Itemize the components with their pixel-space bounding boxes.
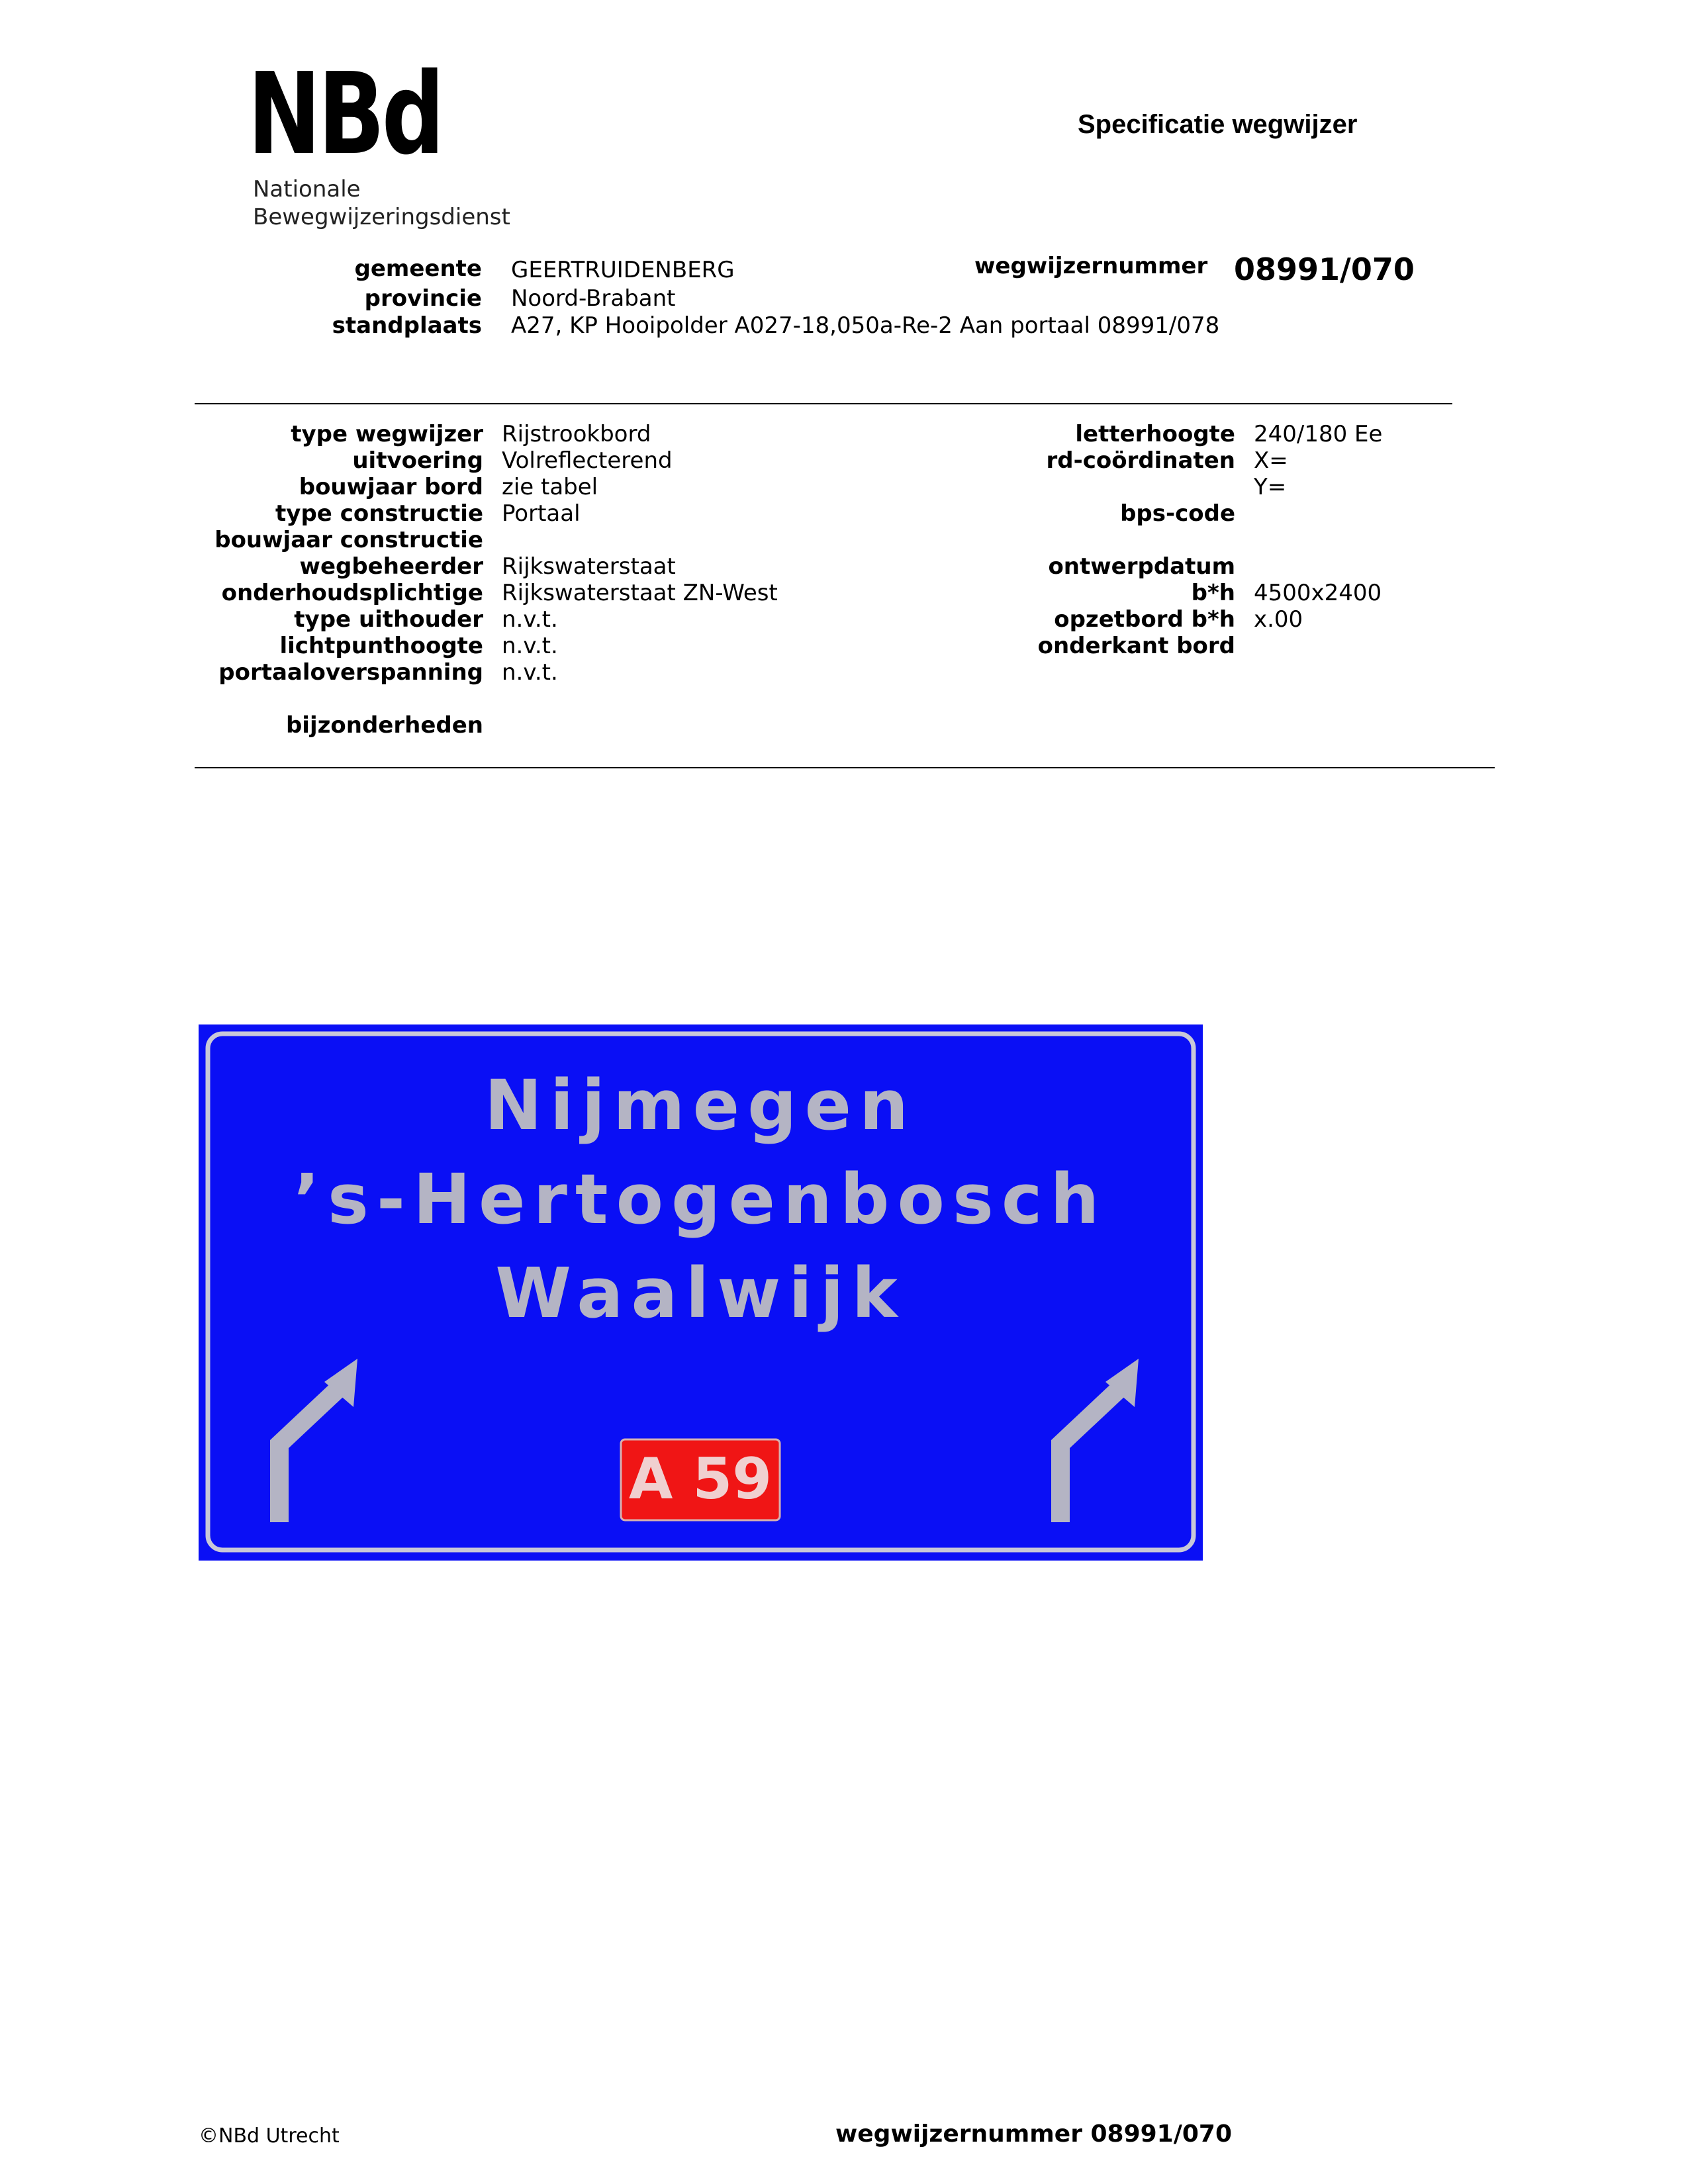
destination-hertogenbosch: ’s-Hertogenbosch bbox=[293, 1159, 1107, 1240]
field-value: Y= bbox=[1254, 474, 1287, 500]
wegwijzernummer-value: 08991/070 bbox=[1234, 251, 1415, 287]
provincie-label: provincie bbox=[364, 285, 482, 312]
field-label: bouwjaar bord bbox=[299, 474, 483, 500]
road-number: A 59 bbox=[628, 1446, 773, 1512]
provincie-value: Noord-Brabant bbox=[511, 285, 676, 312]
field-value: zie tabel bbox=[502, 474, 598, 500]
left-labels bbox=[192, 421, 483, 739]
field-label bbox=[940, 527, 1235, 553]
field-value bbox=[1254, 527, 1519, 553]
field-value: n.v.t. bbox=[502, 606, 558, 633]
wegwijzernummer-label: wegwijzernummer bbox=[974, 253, 1208, 279]
field-value: 240/180 Ee bbox=[1254, 421, 1383, 447]
field-label: type uithouder bbox=[294, 606, 483, 633]
field-value: n.v.t. bbox=[502, 633, 558, 659]
right-values bbox=[1254, 421, 1519, 659]
footer-wegwijzernummer: wegwijzernummer 08991/070 bbox=[835, 2120, 1233, 2148]
field-value bbox=[1254, 500, 1519, 527]
field-label: rd-coördinaten bbox=[1046, 447, 1235, 474]
field-label: bouwjaar constructie bbox=[214, 527, 483, 553]
footer-copyright: ©NBd Utrecht bbox=[199, 2124, 340, 2148]
field-value: Rijstrookbord bbox=[502, 421, 651, 447]
standplaats-value: A27, KP Hooipolder A027-18,050a-Re-2 Aan portaal 08991/078 bbox=[511, 312, 1220, 339]
field-value: Volreflecterend bbox=[502, 447, 673, 474]
standplaats-label: standplaats bbox=[332, 312, 482, 339]
right-labels bbox=[940, 421, 1235, 659]
field-value: Rijkswaterstaat ZN-West bbox=[502, 580, 778, 606]
field-value bbox=[502, 527, 872, 553]
field-label bbox=[940, 474, 1235, 500]
field-label: letterhoogte bbox=[1075, 421, 1235, 447]
bijzonderheden-label: bijzonderheden bbox=[285, 712, 483, 739]
left-values bbox=[502, 421, 872, 686]
field-label: type constructie bbox=[275, 500, 483, 527]
logo-abbr: NBd bbox=[248, 49, 442, 180]
field-value: Rijkswaterstaat bbox=[502, 553, 676, 580]
field-label: onderhoudsplichtige bbox=[221, 580, 483, 606]
field-value: x.00 bbox=[1254, 606, 1303, 633]
field-label: wegbeheerder bbox=[299, 553, 483, 580]
destination-nijmegen: Nijmegen bbox=[484, 1065, 917, 1146]
field-label: lichtpunthoogte bbox=[279, 633, 483, 659]
field-value: X= bbox=[1254, 447, 1288, 474]
field-value: Portaal bbox=[502, 500, 581, 527]
field-label: b*h bbox=[1191, 580, 1235, 606]
divider-top bbox=[195, 403, 1452, 404]
divider-bottom bbox=[195, 767, 1495, 768]
field-label: type wegwijzer bbox=[291, 421, 483, 447]
gemeente-label: gemeente bbox=[354, 255, 482, 282]
field-value bbox=[1254, 633, 1519, 659]
field-label: ontwerpdatum bbox=[1048, 553, 1235, 580]
field-label: opzetbord b*h bbox=[1054, 606, 1235, 633]
gemeente-value: GEERTRUIDENBERG bbox=[511, 257, 735, 283]
field-value: 4500x2400 bbox=[1254, 580, 1382, 606]
road-sign bbox=[199, 1024, 1203, 1561]
road-sign-graphic bbox=[199, 1024, 1203, 1561]
field-value bbox=[1254, 553, 1519, 580]
field-value: n.v.t. bbox=[502, 659, 558, 686]
logo-line1: Nationale bbox=[253, 176, 361, 203]
document-title: Specificatie wegwijzer bbox=[1078, 110, 1358, 139]
field-label: uitvoering bbox=[352, 447, 483, 474]
field-label: portaaloverspanning bbox=[218, 659, 483, 686]
logo-line2: Bewegwijzeringsdienst bbox=[253, 204, 510, 230]
field-label: onderkant bord bbox=[1037, 633, 1235, 659]
destination-waalwijk: Waalwijk bbox=[495, 1253, 906, 1334]
field-label: bps-code bbox=[1120, 500, 1235, 527]
